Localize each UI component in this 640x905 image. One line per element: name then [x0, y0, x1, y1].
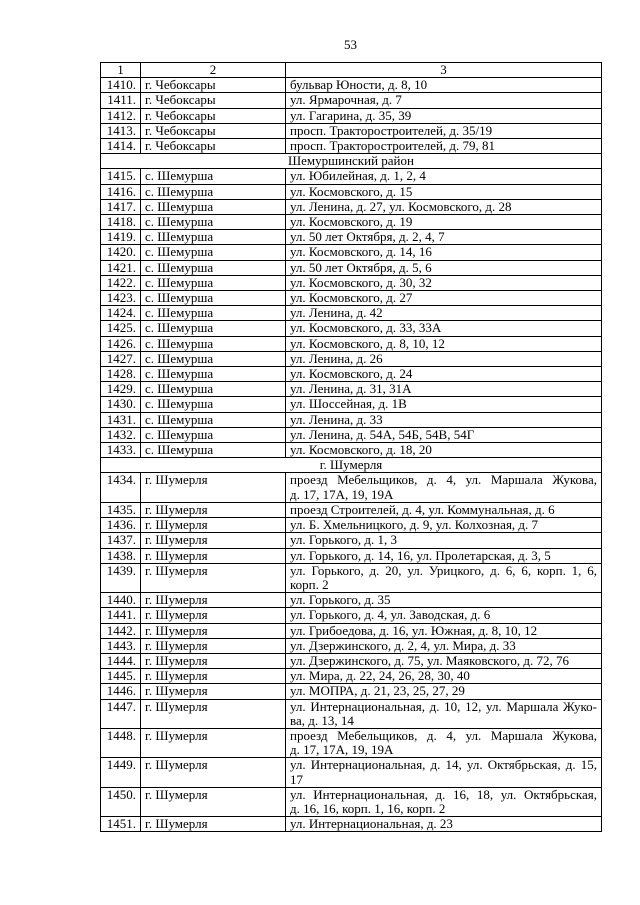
table-row	[101, 184, 602, 199]
settlement-cell: г. Чебоксары	[141, 93, 286, 108]
row-number: 1419.	[101, 230, 141, 245]
table-row	[101, 684, 602, 699]
settlement-cell: с. Шемурша	[141, 199, 286, 214]
row-number: 1444.	[101, 653, 141, 668]
table-row	[101, 518, 602, 533]
table-row	[101, 351, 602, 366]
row-number: 1435.	[101, 502, 141, 517]
address-line: ул. Юбилейная, д. 1, 2, 4	[290, 168, 426, 184]
table-row	[101, 502, 602, 517]
section-row	[101, 458, 602, 473]
settlement-cell: с. Шемурша	[141, 169, 286, 184]
row-number: 1431.	[101, 412, 141, 427]
address-line: ул. Ленина, д. 27, ул. Космовского, д. 28	[290, 199, 512, 214]
settlement-cell: с. Шемурша	[141, 382, 286, 397]
column-header-number: 1	[101, 63, 141, 78]
address-line: ул. Ленина, д. 54А, 54Б, 54В, 54Г	[290, 427, 475, 442]
address-line: ул. Ленина, д. 33	[290, 412, 383, 427]
section-title: г. Шумерля	[101, 458, 602, 473]
address-line: корп. 2	[290, 576, 329, 592]
row-number: 1434.	[101, 473, 141, 502]
header-row	[101, 63, 602, 78]
row-number: 1425.	[101, 321, 141, 336]
table-row	[101, 593, 602, 608]
address-cell	[286, 184, 602, 199]
table-row	[101, 291, 602, 306]
row-number: 1421.	[101, 260, 141, 275]
settlement-cell: г. Шумерля	[141, 638, 286, 653]
table-row	[101, 321, 602, 336]
address-cell	[286, 653, 602, 668]
address-cell	[286, 336, 602, 351]
address-line: бульвар Юности, д. 8, 10	[290, 77, 428, 93]
address-cell	[286, 533, 602, 548]
address-line: ул. 50 лет Октября, д. 2, 4, 7	[290, 229, 445, 245]
settlement-cell: г. Шумерля	[141, 533, 286, 548]
address-line: ул. 50 лет Октября, д. 5, 6	[290, 260, 432, 275]
address-cell	[286, 139, 602, 154]
address-line: д. 16, 16, корп. 1, 16, корп. 2	[290, 800, 446, 816]
address-line: ул. Б. Хмельницкого, д. 9, ул. Колхозная, д. 7	[290, 517, 539, 533]
row-number: 1427.	[101, 351, 141, 366]
address-cell	[286, 93, 602, 108]
address-line: ва, д. 13, 14	[290, 712, 354, 728]
table-row	[101, 382, 602, 397]
settlement-cell: с. Шемурша	[141, 184, 286, 199]
address-cell	[286, 351, 602, 366]
row-number: 1441.	[101, 608, 141, 623]
address-cell	[286, 473, 602, 502]
settlement-cell: г. Шумерля	[141, 623, 286, 638]
address-line: ул. Космовского, д. 19	[290, 214, 413, 230]
table-row	[101, 169, 602, 184]
address-line: проезд Мебельщиков, д. 4, ул. Маршала Жукова,	[290, 472, 597, 488]
row-number: 1418.	[101, 215, 141, 230]
address-line: ул. Грибоедова, д. 16, ул. Южная, д. 8, 10, 12	[290, 623, 538, 638]
address-cell	[286, 787, 602, 816]
row-number: 1411.	[101, 93, 141, 108]
table-row	[101, 93, 602, 108]
address-line: ул. Мира, д. 22, 24, 26, 28, 30, 40	[290, 668, 470, 684]
settlement-cell: с. Шемурша	[141, 443, 286, 458]
address-line: ул. Дзержинского, д. 75, ул. Маяковского, д. 72, 76	[290, 653, 569, 668]
settlement-cell: г. Шумерля	[141, 669, 286, 684]
table-row	[101, 787, 602, 816]
settlement-cell: г. Шумерля	[141, 593, 286, 608]
address-cell	[286, 306, 602, 321]
settlement-cell: с. Шемурша	[141, 306, 286, 321]
address-cell	[286, 669, 602, 684]
address-cell	[286, 623, 602, 638]
table-row	[101, 123, 602, 138]
row-number: 1445.	[101, 669, 141, 684]
address-line: ул. Горького, д. 14, 16, ул. Пролетарская, д. 3, 5	[290, 548, 551, 563]
row-number: 1443.	[101, 638, 141, 653]
table-row	[101, 699, 602, 728]
address-cell	[286, 397, 602, 412]
row-number: 1446.	[101, 684, 141, 699]
table-row	[101, 473, 602, 502]
table-row	[101, 412, 602, 427]
table-row	[101, 653, 602, 668]
row-number: 1426.	[101, 336, 141, 351]
table-row	[101, 245, 602, 260]
address-line: ул. Горького, д. 4, ул. Заводская, д. 6	[290, 607, 491, 623]
row-number: 1413.	[101, 123, 141, 138]
address-cell	[286, 548, 602, 563]
row-number: 1440.	[101, 593, 141, 608]
settlement-cell: г. Шумерля	[141, 758, 286, 787]
address-cell	[286, 215, 602, 230]
table-row	[101, 78, 602, 93]
table-row	[101, 397, 602, 412]
settlement-cell: г. Шумерля	[141, 548, 286, 563]
row-number: 1414.	[101, 139, 141, 154]
address-table	[100, 62, 602, 832]
address-line: ул. Космовского, д. 14, 16	[290, 244, 432, 260]
address-cell	[286, 291, 602, 306]
row-number: 1451.	[101, 817, 141, 832]
address-cell	[286, 638, 602, 653]
row-number: 1442.	[101, 623, 141, 638]
address-line: ул. Интернациональная, д. 10, 12, ул. Маршала Жуко-	[290, 699, 597, 714]
table-row	[101, 758, 602, 787]
address-line: ул. Ленина, д. 31, 31А	[290, 381, 412, 397]
address-cell	[286, 427, 602, 442]
address-line: 17	[290, 771, 303, 787]
address-cell	[286, 518, 602, 533]
row-number: 1438.	[101, 548, 141, 563]
address-cell	[286, 758, 602, 787]
address-line: ул. Космовского, д. 18, 20	[290, 442, 432, 458]
settlement-cell: с. Шемурша	[141, 275, 286, 290]
address-line: ул. Космовского, д. 27	[290, 290, 413, 306]
table-row	[101, 108, 602, 123]
page-number: 53	[344, 37, 357, 52]
address-cell	[286, 169, 602, 184]
address-line: проезд Мебельщиков, д. 4, ул. Маршала Жукова,	[290, 728, 597, 743]
address-cell	[286, 412, 602, 427]
table-row	[101, 623, 602, 638]
address-line: ул. Горького, д. 1, 3	[290, 532, 397, 548]
address-line: ул. Горького, д. 20, ул. Урицкого, д. 6, 6, корп. 1, 6,	[290, 563, 597, 578]
row-number: 1437.	[101, 533, 141, 548]
table-row	[101, 215, 602, 230]
table-row	[101, 563, 602, 592]
address-cell	[286, 260, 602, 275]
settlement-cell: г. Чебоксары	[141, 108, 286, 123]
address-cell	[286, 382, 602, 397]
settlement-cell: г. Шумерля	[141, 502, 286, 517]
settlement-cell: с. Шемурша	[141, 215, 286, 230]
table-row	[101, 443, 602, 458]
row-number: 1412.	[101, 108, 141, 123]
row-number: 1423.	[101, 291, 141, 306]
table-body	[101, 78, 602, 832]
table-row	[101, 139, 602, 154]
settlement-cell: г. Шумерля	[141, 518, 286, 533]
address-cell	[286, 684, 602, 699]
row-number: 1417.	[101, 199, 141, 214]
settlement-cell: г. Чебоксары	[141, 139, 286, 154]
table-row	[101, 427, 602, 442]
address-line: ул. Интернациональная, д. 14, ул. Октябрьская, д. 15,	[290, 757, 597, 773]
settlement-cell: г. Чебоксары	[141, 123, 286, 138]
settlement-cell: с. Шемурша	[141, 427, 286, 442]
address-line: проезд Строителей, д. 4, ул. Коммунальная, д. 6	[290, 502, 555, 517]
address-cell	[286, 78, 602, 93]
address-line: ул. Интернациональная, д. 16, 18, ул. Октябрьская,	[290, 787, 597, 802]
row-number: 1448.	[101, 728, 141, 757]
row-number: 1436.	[101, 518, 141, 533]
address-line: ул. Интернациональная, д. 23	[290, 816, 453, 832]
address-cell	[286, 699, 602, 728]
address-line: ул. Горького, д. 35	[290, 592, 391, 608]
table-row	[101, 336, 602, 351]
address-cell	[286, 608, 602, 623]
row-number: 1450.	[101, 787, 141, 816]
address-cell	[286, 123, 602, 138]
address-line: просп. Тракторостроителей, д. 35/19	[290, 123, 493, 138]
address-cell	[286, 275, 602, 290]
table-row	[101, 306, 602, 321]
table-row	[101, 533, 602, 548]
section-title: Шемуршинский район	[101, 154, 602, 169]
settlement-cell: г. Шумерля	[141, 563, 286, 592]
row-number: 1424.	[101, 306, 141, 321]
address-line: просп. Тракторостроителей, д. 79, 81	[290, 138, 496, 154]
column-header-address: 3	[286, 63, 602, 78]
row-number: 1416.	[101, 184, 141, 199]
address-line: ул. МОПРА, д. 21, 23, 25, 27, 29	[290, 683, 465, 699]
address-line: ул. Космовского, д. 33, 33А	[290, 320, 442, 336]
settlement-cell: с. Шемурша	[141, 260, 286, 275]
row-number: 1422.	[101, 275, 141, 290]
row-number: 1428.	[101, 367, 141, 382]
section-row	[101, 154, 602, 169]
row-number: 1410.	[101, 78, 141, 93]
table-row	[101, 817, 602, 832]
row-number: 1420.	[101, 245, 141, 260]
table-row	[101, 608, 602, 623]
address-line: д. 17, 17А, 19, 19А	[290, 486, 394, 502]
row-number: 1429.	[101, 382, 141, 397]
address-cell	[286, 502, 602, 517]
address-cell	[286, 817, 602, 832]
row-number: 1433.	[101, 443, 141, 458]
table-row	[101, 275, 602, 290]
column-header-settlement: 2	[141, 63, 286, 78]
table-row	[101, 548, 602, 563]
table-row	[101, 367, 602, 382]
address-line: ул. Космовского, д. 15	[290, 184, 413, 199]
settlement-cell: г. Шумерля	[141, 787, 286, 816]
address-line: ул. Гагарина, д. 35, 39	[290, 108, 412, 123]
row-number: 1415.	[101, 169, 141, 184]
table-row	[101, 230, 602, 245]
settlement-cell: г. Шумерля	[141, 608, 286, 623]
address-line: ул. Ленина, д. 42	[290, 305, 383, 321]
address-cell	[286, 728, 602, 757]
settlement-cell: г. Шумерля	[141, 699, 286, 728]
address-cell	[286, 230, 602, 245]
address-cell	[286, 199, 602, 214]
table-row	[101, 260, 602, 275]
address-line: д. 17, 17А, 19, 19А	[290, 742, 394, 758]
settlement-cell: г. Чебоксары	[141, 78, 286, 93]
address-cell	[286, 443, 602, 458]
settlement-cell: г. Шумерля	[141, 473, 286, 502]
settlement-cell: с. Шемурша	[141, 291, 286, 306]
address-line: ул. Дзержинского, д. 2, 4, ул. Мира, д. 33	[290, 638, 516, 653]
table-row	[101, 669, 602, 684]
settlement-cell: г. Шумерля	[141, 817, 286, 832]
address-cell	[286, 245, 602, 260]
row-number: 1449.	[101, 758, 141, 787]
address-line: ул. Шоссейная, д. 1В	[290, 396, 407, 412]
address-cell	[286, 563, 602, 592]
settlement-cell: г. Шумерля	[141, 653, 286, 668]
address-cell	[286, 593, 602, 608]
settlement-cell: г. Шумерля	[141, 684, 286, 699]
row-number: 1447.	[101, 699, 141, 728]
settlement-cell: с. Шемурша	[141, 230, 286, 245]
settlement-cell: с. Шемурша	[141, 397, 286, 412]
address-line: ул. Космовского, д. 30, 32	[290, 275, 432, 290]
settlement-cell: с. Шемурша	[141, 351, 286, 366]
settlement-cell: с. Шемурша	[141, 336, 286, 351]
row-number: 1430.	[101, 397, 141, 412]
settlement-cell: с. Шемурша	[141, 245, 286, 260]
table-row	[101, 728, 602, 757]
settlement-cell: с. Шемурша	[141, 321, 286, 336]
settlement-cell: с. Шемурша	[141, 412, 286, 427]
row-number: 1432.	[101, 427, 141, 442]
address-cell	[286, 108, 602, 123]
row-number: 1439.	[101, 563, 141, 592]
address-cell	[286, 367, 602, 382]
table-row	[101, 199, 602, 214]
address-line: ул. Космовского, д. 24	[290, 366, 413, 382]
settlement-cell: г. Шумерля	[141, 728, 286, 757]
address-cell	[286, 321, 602, 336]
address-line: ул. Ярмарочная, д. 7	[290, 92, 402, 108]
address-line: ул. Ленина, д. 26	[290, 351, 383, 366]
settlement-cell: с. Шемурша	[141, 367, 286, 382]
table-row	[101, 638, 602, 653]
address-line: ул. Космовского, д. 8, 10, 12	[290, 336, 445, 351]
